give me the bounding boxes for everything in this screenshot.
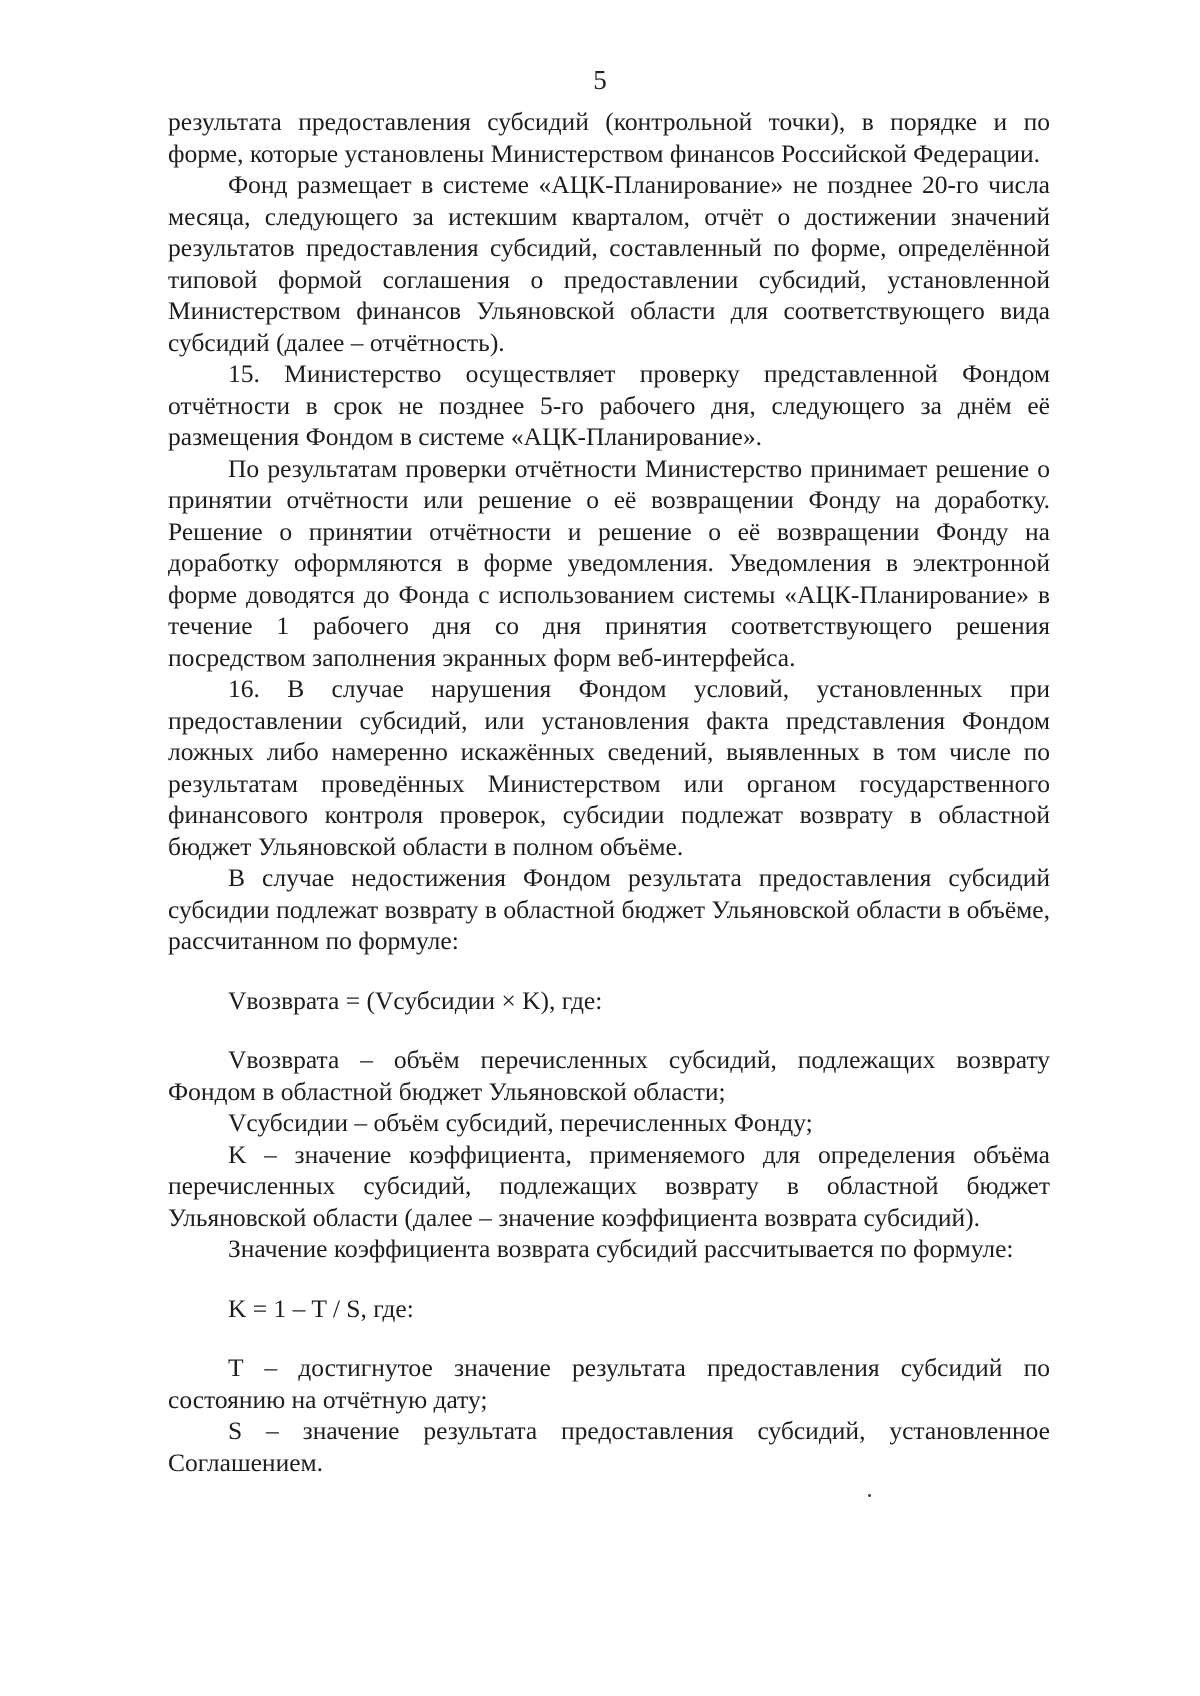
paragraph-continuation: результата предоставления субсидий (контрольной точки), в порядке и по форме, которые установлены Министерством финансов Российской Федерации. — [168, 107, 1050, 168]
formula-coefficient: K = 1 – T / S, где: — [228, 1293, 414, 1323]
paragraph-review-decision: По результатам проверки отчётности Министерство принимает решение о принятии отчётности или решение о её возвращении Фонду на доработку. Решение о принятии отчётности и решение о её возвращении Фонду на доработку оформляются в форме уведомления. Уведомления в электронной форме доводятся до Фонда с использованием системы «АЦК-Планирование» в течение 1 рабочего дня со дня принятия соответствующего решения посредством заполнения экранных форм веб-интерфейса. — [168, 453, 1050, 672]
page-number: 5 — [593, 65, 607, 95]
formula-return-volume: Vвозврата = (Vсубсидии × K), где: — [228, 985, 603, 1015]
document-body — [168, 106, 1050, 1478]
paragraph-fund-report: Фонд размещает в системе «АЦК-Планирование» не позднее 20-го числа месяца, следующего за истекшим кварталом, отчёт о достижении значений результатов предоставления субсидий, составленный по форме, определённой типовой формой соглашения о предоставлении субсидий, установленной Министерством финансов Ульяновской области для соответствующего вида субсидий (далее – отчётность). — [168, 170, 1050, 357]
paragraph-coefficient-formula-intro: Значение коэффициента возврата субсидий рассчитывается по формуле: — [228, 1234, 1014, 1263]
definition-v-subsidy: Vсубсидии – объём субсидий, перечисленных Фонду; — [228, 1108, 813, 1137]
definition-v-return: Vвозврата – объём перечисленных субсидий, подлежащих возврату Фондом в областной бюджет Ульяновской области; — [168, 1045, 1050, 1106]
definition-t: T – достигнутое значение результата предоставления субсидий по состоянию на отчётную дату; — [168, 1353, 1050, 1414]
paragraph-item-15: 15. Министерство осуществляет проверку представленной Фондом отчётности в срок не позднее 5-го рабочего дня, следующего за днём её размещения Фондом в системе «АЦК-Планирование». — [168, 359, 1050, 451]
paragraph-non-achievement: В случае недостижения Фондом результата предоставления субсидий субсидии подлежат возврату в областной бюджет Ульяновской области в объёме, рассчитанном по формуле: — [168, 863, 1050, 955]
definition-k: K – значение коэффициента, применяемого для определения объёма перечисленных субсидий, подлежащих возврату в областной бюджет Ульяновской области (далее – значение коэффициента возврата субсидий). — [168, 1139, 1050, 1232]
paragraph-item-16: 16. В случае нарушения Фондом условий, установленных при предоставлении субсидий, или установления факта представления Фондом ложных либо намеренно искажённых сведений, выявленных в том числе по результатам проведённых Министерством или органом государственного финансового контроля проверок, субсидии подлежат возврату в областной бюджет Ульяновской области в полном объёме. — [168, 674, 1050, 861]
definition-s: S – значение результата предоставления субсидий, установленное Соглашением. — [168, 1416, 1050, 1477]
scan-speck — [868, 1494, 871, 1497]
